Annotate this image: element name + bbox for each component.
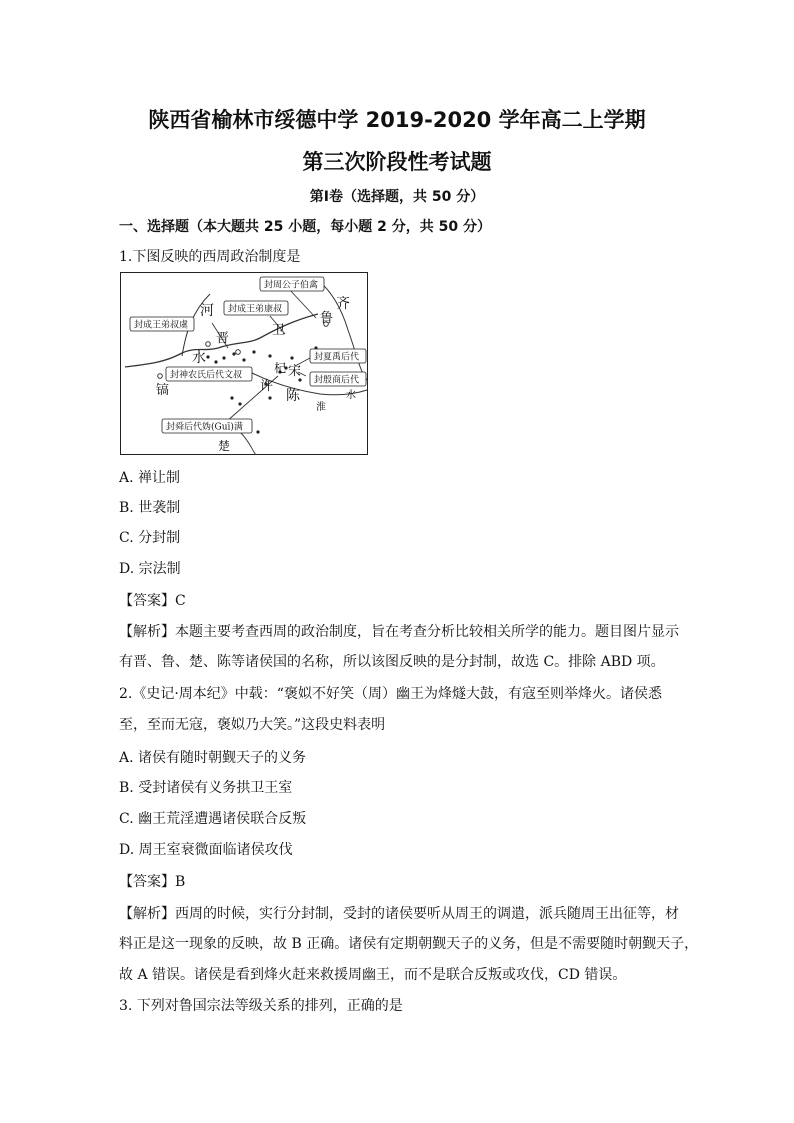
q1-analysis-line1: 【解析】本题主要考查西周的政治制度，旨在考查分析比较相关所学的能力。题目图片显示 — [119, 624, 679, 640]
map-label-xiahou: 封夏禹后代 — [314, 352, 360, 363]
q1-option-b: B. 世袭制 — [119, 500, 181, 516]
western-zhou-fief-map — [120, 272, 368, 455]
map-place-xu: 许 — [260, 379, 274, 394]
map-place-hao: 镐 — [156, 383, 170, 398]
exam-title-line1: 陕西省榆林市绥德中学 2019-2020 学年高二上学期 — [148, 108, 646, 132]
map-place-jin: 晋 — [216, 331, 230, 346]
map-place-qi2: 杞 — [274, 361, 287, 375]
q2-option-c: C. 幽王荒淫遭遇诸侯联合反叛 — [119, 811, 307, 827]
q2-stem-line1: 2.《史记·周本纪》中载：“褒姒不好笑（周）幽王为烽燧大鼓，有寇至则举烽火。诸侯悉 — [119, 686, 662, 702]
exam-title-line2: 第三次阶段性考试题 — [302, 150, 492, 174]
map-label-shuyu: 封成王弟叔虞 — [134, 320, 189, 331]
map-place-chu: 楚 — [218, 439, 231, 453]
map-label-shun: 封舜后代妫(Guī)满 — [166, 422, 243, 433]
q2-option-b: B. 受封诸侯有义务拱卫王室 — [119, 780, 293, 796]
q2-answer: 【答案】B — [119, 874, 186, 890]
q2-analysis-line1: 【解析】西周的时候，实行分封制，受封的诸侯要听从周王的调遣，派兵随周王出征等，材 — [119, 906, 679, 922]
q1-option-c: C. 分封制 — [119, 530, 181, 546]
q1-option-d: D. 宗法制 — [119, 561, 181, 577]
q2-analysis-line3: 故 A 错误。诸侯是看到烽火赶来救援周幽王，而不是联合反叛或攻伐，CD 错误。 — [119, 967, 627, 983]
q2-analysis-line2: 料正是这一现象的反映，故 B 正确。诸侯有定期朝觐天子的义务，但是不需要随时朝觐天子， — [119, 936, 699, 952]
q3-stem: 3. 下列对鲁国宗法等级关系的排列，正确的是 — [119, 998, 403, 1014]
map-place-shui2: 水 — [346, 390, 356, 401]
map-place-qi: 齐 — [336, 296, 350, 312]
map-place-huai: 淮 — [316, 402, 326, 413]
q1-answer: 【答案】C — [119, 593, 186, 609]
map-label-kangshu: 封成王弟康叔 — [228, 304, 283, 315]
q2-option-d: D. 周王室衰微面临诸侯攻伐 — [119, 842, 293, 858]
map-label-shennong: 封神农氏后代文叔 — [170, 370, 243, 381]
q1-analysis-line2: 有晋、鲁、楚、陈等诸侯国的名称，所以该图反映的是分封制，故选 C。排除 ABD 项。 — [119, 654, 665, 670]
map-place-chen: 陈 — [286, 388, 300, 404]
map-place-shui1: 水 — [192, 350, 206, 366]
map-label-gongzi: 封周公子伯禽 — [264, 280, 319, 291]
q1-option-a: A. 禅让制 — [119, 470, 181, 486]
section-heading: 一、选择题（本大题共 25 小题，每小题 2 分，共 50 分） — [119, 219, 491, 235]
q2-stem-line2: 至，至而无寇，褒姒乃大笑。”这段史料表明 — [119, 717, 386, 733]
map-place-lu: 鲁 — [320, 311, 334, 326]
map-place-he: 河 — [200, 303, 214, 319]
map-place-song: 宋 — [288, 364, 302, 379]
map-place-wei: 卫 — [272, 323, 286, 338]
q2-option-a: A. 诸侯有随时朝觐天子的义务 — [119, 750, 307, 766]
q1-stem: 1.下图反映的西周政治制度是 — [119, 249, 301, 265]
map-label-yinshang: 封殷商后代 — [314, 375, 360, 386]
volume-heading: 第Ⅰ卷（选择题，共 50 分） — [309, 189, 485, 205]
